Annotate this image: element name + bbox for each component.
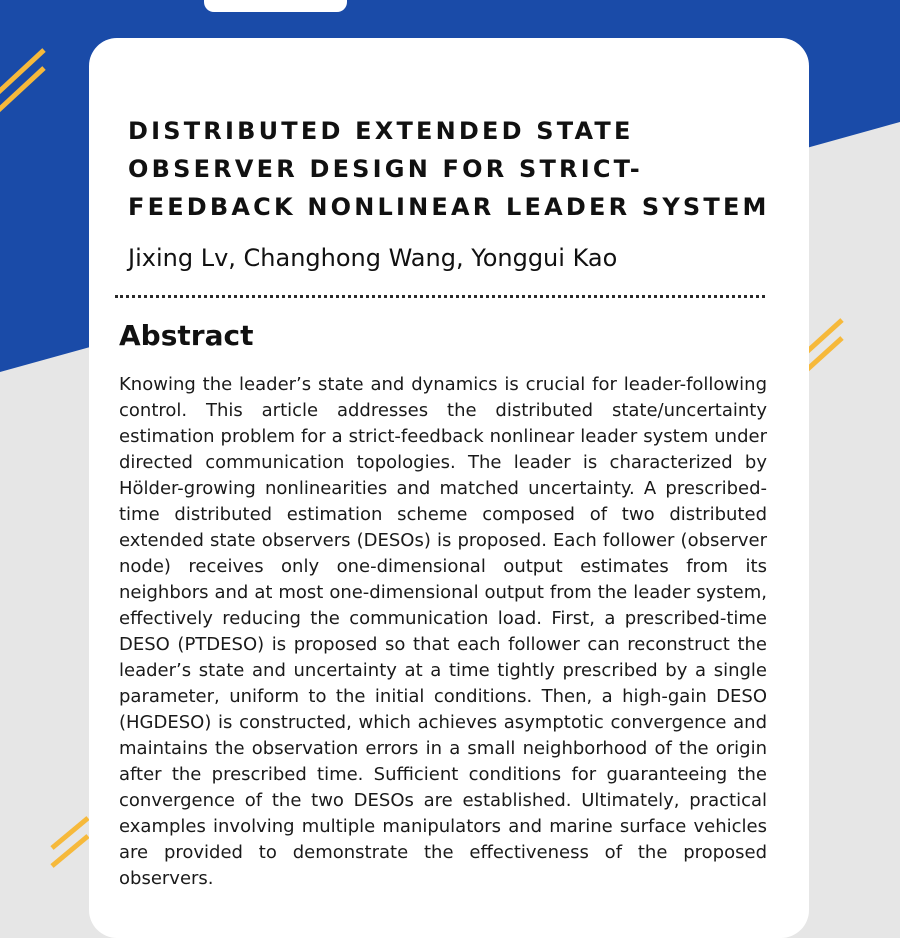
paper-title: DISTRIBUTED EXTENDED STATE OBSERVER DESIGN FOR STRICT-FEEDBACK NONLINEAR LEADER SYSTEM [128, 117, 770, 221]
top-white-tab [204, 0, 347, 12]
abstract-text: Knowing the leader’s state and dynamics is crucial for leader-following control. This article addresses the distributed state/uncertainty estimation problem for a strict-feedback nonlinear leader system under directed communication topologies. The leader is characterized by Hölder-growing nonlinearities and matched uncertainty. A prescribed-time distributed estimation scheme composed of two distributed extended state observers (DESOs) is proposed. Each follower (observer node) receives only one-dimensional output estimates from its neighbors and at most one-dimensional output from the leader system, effectively reducing the communication load. First, a prescribed-time DESO (PTDESO) is proposed so that each follower can reconstruct the leader’s state and uncertainty at a time tightly prescribed by a single parameter, uniform to the initial conditions. Then, a high-gain DESO (HGDESO) is constructed, which achieves asymptotic convergence and maintains the observation errors in a small neighborhood of the origin after the prescribed time. Sufficient conditions for guaranteeing the convergence of the two DESOs are established. Ultimately, practical examples involving multiple manipulators and marine surface vehicles are provided to demonstrate the effectiveness of the proposed observers. [119, 374, 767, 889]
abstract-heading: Abstract [119, 319, 254, 352]
decorative-stripes-right [800, 310, 860, 390]
dotted-divider [115, 295, 765, 298]
decorative-stripes-top-left [0, 40, 60, 120]
paper-authors: Jixing Lv, Changhong Wang, Yonggui Kao [128, 244, 618, 272]
